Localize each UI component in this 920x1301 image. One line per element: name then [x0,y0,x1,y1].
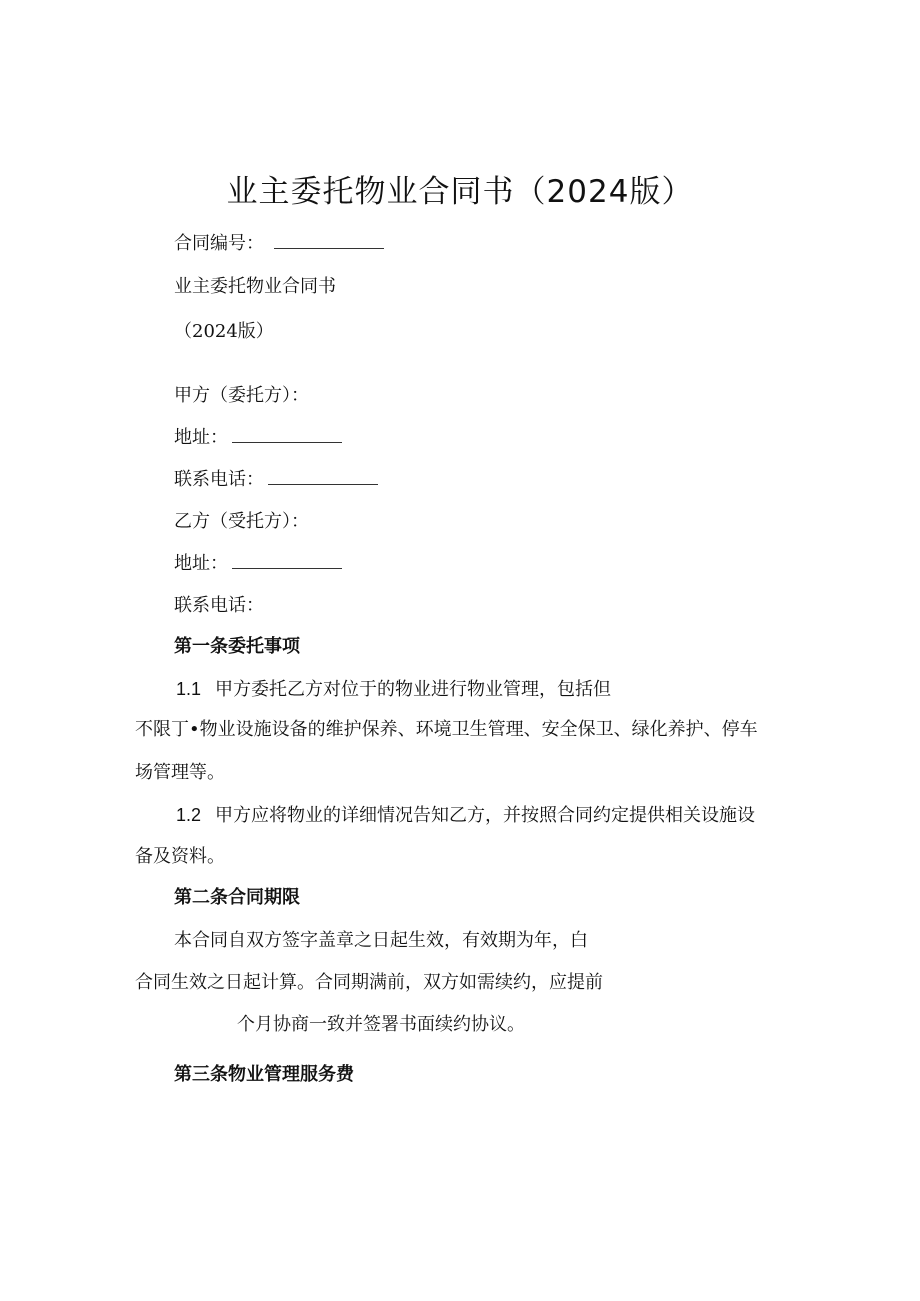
clause-1-1-line1 [176,677,611,702]
clause-1-2-line2: 备及资料。 [135,846,225,867]
clause-1-1-line2: 不限丁•物业设施设备的维护保养、环境卫生管理、安全保卫、绿化养护、停车 [135,719,758,740]
party-a-address-blank [232,428,342,443]
document-edition: （2024版） [174,321,274,342]
clause-1-2-number: 1.2 [176,805,202,825]
party-a-phone-blank [268,470,378,485]
party-a-address-label: 地址： [174,427,228,448]
clause-1-1-number: 1.1 [176,679,202,699]
article-3-heading: 第三条物业管理服务费 [174,1064,354,1085]
article-2-line2: 合同生效之日起计算。合同期满前，双方如需续约，应提前 [135,972,603,993]
party-b-address-row [174,552,342,576]
document-subtitle: 业主委托物业合同书 [174,276,336,297]
party-b-phone-label: 联系电话： [174,595,264,616]
clause-1-2-text: 甲方应将物业的详细情况告知乙方，并按照合同约定提供相关设施设 [215,805,756,826]
clause-1-1-line3: 场管理等。 [135,762,225,783]
clause-1-2-line1 [176,803,755,828]
party-b-label: 乙方（受托方）： [174,511,309,532]
party-b-address-blank [232,554,342,569]
party-a-phone-row [174,468,378,492]
article-2-line1: 本合同自双方签字盖章之日起生效，有效期为年，白 [174,930,588,951]
contract-number-blank [274,234,384,249]
contract-number-label: 合同编号： [174,233,264,254]
article-1-heading: 第一条委托事项 [174,636,300,657]
clause-1-1-text: 甲方委托乙方对位于的物业进行物业管理，包括但 [215,679,612,700]
article-2-line3: 个月协商一致并签署书面续约协议。 [237,1014,525,1035]
party-a-address-row [174,426,342,450]
article-2-heading: 第二条合同期限 [174,887,300,908]
party-a-label: 甲方（委托方）： [174,385,309,406]
document-title: 业主委托物业合同书（2024版） [226,174,694,210]
party-b-address-label: 地址： [174,553,228,574]
party-a-phone-label: 联系电话： [174,469,264,490]
contract-number-row [174,232,384,256]
